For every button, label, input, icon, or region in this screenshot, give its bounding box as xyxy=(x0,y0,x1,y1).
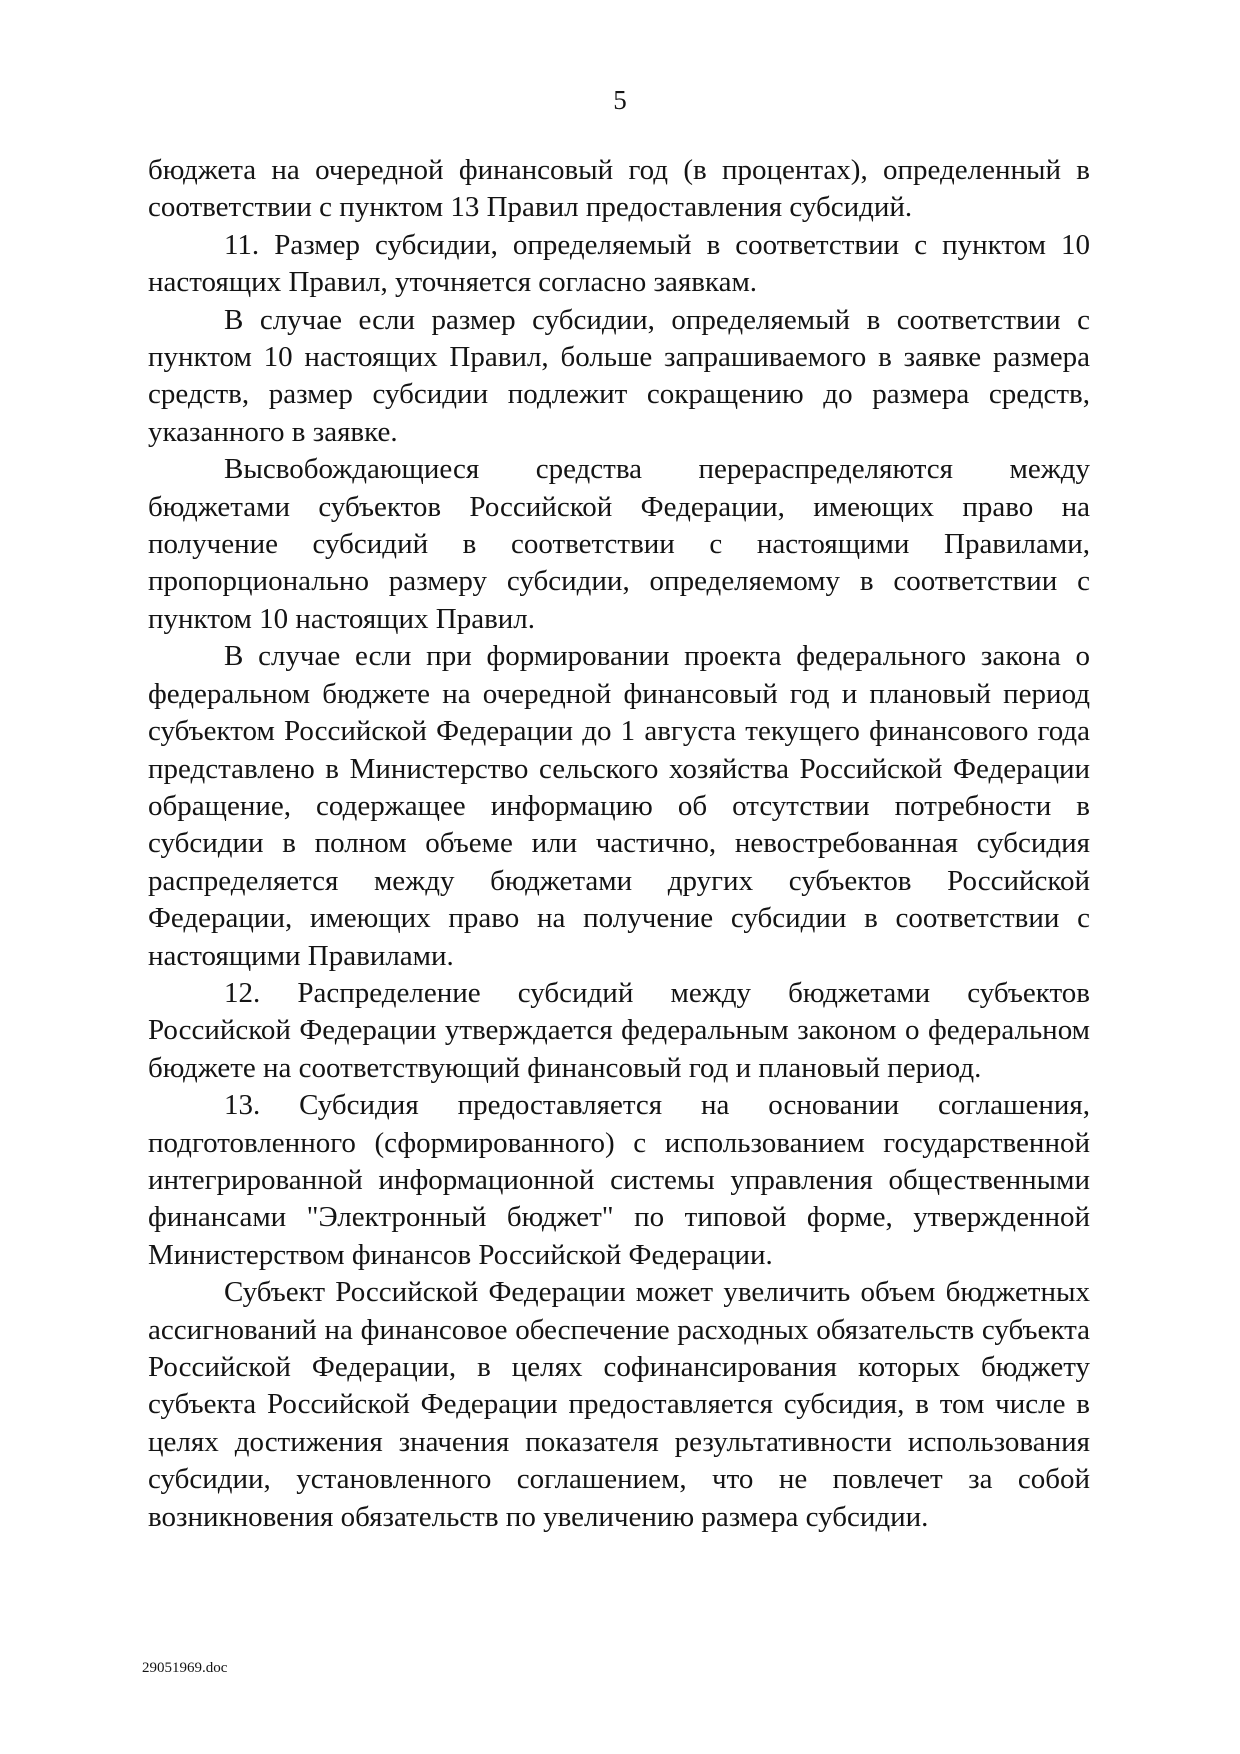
paragraph-clause-13: 13. Субсидия предоставляется на основании соглашения, подготовленного (сформированного) с использованием государственной интегрированной информационной системы управления общественными финансами "Электронный бюджет" по типовой форме, утвержденной Министерством финансов Российской Федерации. xyxy=(148,1089,1090,1271)
paragraph-redistribution: Высвобождающиеся средства перераспределяются между бюджетами субъектов Российской Федерации, имеющих право на получение субсидий в соответствии с настоящими Правилами, пропорционально размеру субсидии, определяемому в соответствии с пунктом 10 настоящих Правил. xyxy=(148,453,1090,635)
paragraph-unclaimed-subsidy: В случае если при формировании проекта федерального закона о федеральном бюджете на очередной финансовый год и плановый период субъектом Российской Федерации до 1 августа текущего финансового года представлено в Министерство сельского хозяйства Российской Федерации обращение, содержащее информацию об отсутствии потребности в субсидии в полном объеме или частично, невостребованная субсидия распределяется между бюджетами других субъектов Российской Федерации, имеющих право на получение субсидии в соответствии с настоящими Правилами. xyxy=(148,640,1090,972)
footer-filename: 29051969.doc xyxy=(142,1660,228,1676)
page-number: 5 xyxy=(613,85,627,115)
paragraph-continuation: бюджета на очередной финансовый год (в процентах), определенный в соответствии с пунктом 13 Правил предоставления субсидий. xyxy=(148,154,1090,224)
paragraph-budget-increase: Субъект Российской Федерации может увеличить объем бюджетных ассигнований на финансовое обеспечение расходных обязательств субъекта Российской Федерации, в целях софинансирования которых бюджету субъекта Российской Федерации предоставляется субсидия, в том числе в целях достижения значения показателя результативности использования субсидии, установленного соглашением, что не повлечет за собой возникновения обязательств по увеличению размера субсидии. xyxy=(148,1276,1090,1533)
paragraph-clause-12: 12. Распределение субсидий между бюджетами субъектов Российской Федерации утверждается федеральным законом о федеральном бюджете на соответствующий финансовый год и плановый период. xyxy=(148,976,1090,1084)
document-body xyxy=(148,152,1090,1536)
paragraph-subsidy-reduction: В случае если размер субсидии, определяемый в соответствии с пунктом 10 настоящих Правил, больше запрашиваемого в заявке размера средств, размер субсидии подлежит сокращению до размера средств, указанного в заявке. xyxy=(148,303,1090,448)
paragraph-clause-11: 11. Размер субсидии, определяемый в соответствии с пунктом 10 настоящих Правил, уточняется согласно заявкам. xyxy=(148,228,1090,299)
